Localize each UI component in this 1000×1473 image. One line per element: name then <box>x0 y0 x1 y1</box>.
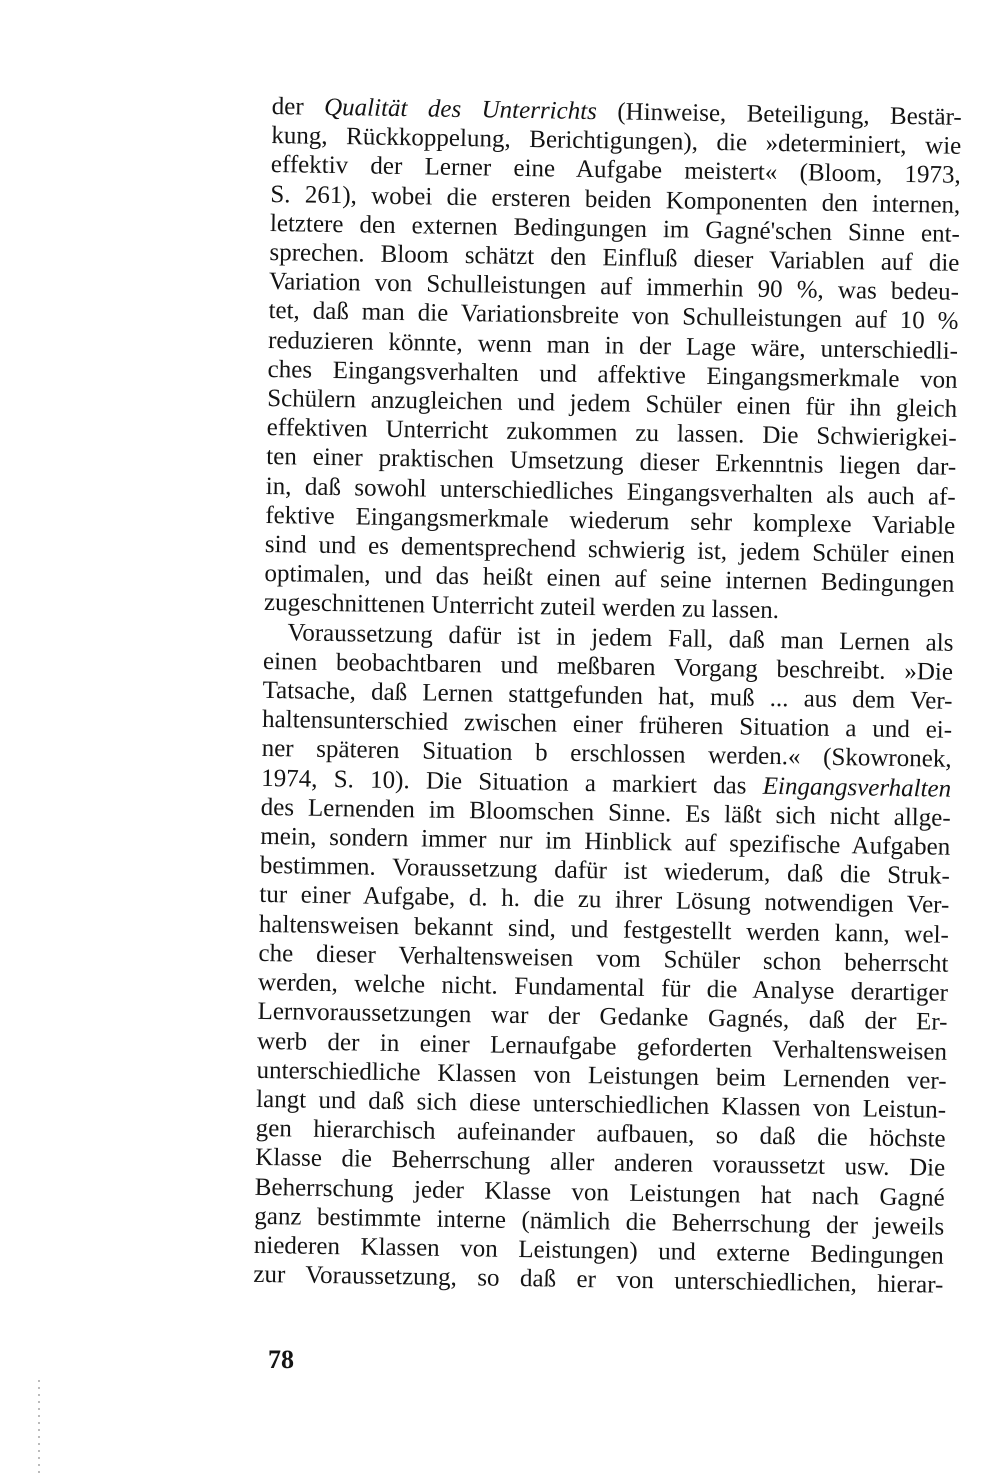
text-line: in, daß sowohl unterschiedliches Eingangsverhalten als auch af- <box>265 472 956 511</box>
text-line: fektive Eingangsmerkmale wiederum sehr komplexe Variable <box>265 501 956 540</box>
text-line: tur einer Aufgabe, d. h. die zu ihrer Lösung notwendigen Ver- <box>259 881 950 920</box>
text-line: zugeschnittenen Unterricht zuteil werden zu lassen. <box>263 589 780 625</box>
text-line: gen hierarchisch aufeinander aufbauen, so daß die höchste <box>255 1114 946 1153</box>
emphasis-text: Qualität des Unterrichts <box>323 93 598 126</box>
text-line: Beherrschung jeder Klasse von Leistungen hat nach Gagné <box>254 1173 945 1212</box>
text-line: 1974, S. 10). Die Situation a markiert das Eingangsverhalten <box>261 764 952 803</box>
emphasis-text: Eingangsverhalten <box>762 772 952 803</box>
text-line: Voraussetzung dafür ist in jedem Fall, daß man Lernen als <box>287 618 954 657</box>
text-line: tet, daß man die Variationsbreite von Schulleistungen auf 10 % <box>268 297 959 336</box>
body-text <box>253 92 962 1300</box>
text-line: einen beobachtbaren und meßbaren Vorgang beschreibt. »Die <box>262 647 954 686</box>
text-line: ner späteren Situation b erschlossen werden.« (Skowronek, <box>261 735 952 774</box>
scan-edge-mark <box>38 1380 40 1473</box>
page-number: 78 <box>268 1345 294 1374</box>
text-line: haltensunterschied zwischen einer früheren Situation a und ei- <box>261 706 953 745</box>
text-line: Klasse die Beherrschung aller anderen voraussetzt usw. Die <box>255 1144 946 1183</box>
text-line: Tatsache, daß Lernen stattgefunden hat, muß ... aus dem Ver- <box>262 676 953 715</box>
text-line: unterschiedliche Klassen von Leistungen beim Lernenden ver- <box>256 1056 947 1095</box>
text-line: ten einer praktischen Umsetzung dieser Erkenntnis liegen dar- <box>266 443 957 482</box>
text-line: der Qualität des Unterrichts (Hinweise, Beteiligung, Bestär- <box>271 92 962 131</box>
text-line: bestimmen. Voraussetzung dafür ist wiederum, daß die Struk- <box>259 852 950 891</box>
text-line: reduzieren könnte, wenn man in der Lage wäre, unterschiedli- <box>267 326 959 365</box>
text-line: niederen Klassen von Leistungen) und externe Bedingungen <box>253 1231 945 1270</box>
text-line: Lernvoraussetzungen war der Gedanke Gagnés, daß der Er- <box>257 998 948 1037</box>
text-line: werb der in einer Lernaufgabe geforderten Verhaltensweisen <box>256 1027 948 1066</box>
text-line: mein, sondern immer nur im Hinblick auf spezifische Aufgaben <box>260 822 951 861</box>
text-line: letztere den externen Bedingungen im Gagné'schen Sinne ent- <box>269 209 961 248</box>
text-line: langt und daß sich diese unterschiedlichen Klassen von Leistun- <box>255 1085 947 1124</box>
text-line: Variation von Schulleistungen auf immerhin 90 %, was bedeu- <box>268 268 960 307</box>
text-line: optimalen, und das heißt einen auf seine internen Bedingungen <box>264 560 955 599</box>
text-line: S. 261), wobei die ersteren beiden Komponenten den internen, <box>270 180 961 219</box>
text-line: werden, welche nicht. Fundamental für die Analyse derartiger <box>257 968 949 1007</box>
text-line: effektiv der Lerner eine Aufgabe meistert« (Bloom, 1973, <box>270 151 961 190</box>
text-line: ches Eingangsverhalten und affektive Eingangsmerkmale von <box>267 355 958 394</box>
text-line: Schülern anzugleichen und jedem Schüler einen für ihn gleich <box>266 384 958 423</box>
text-line: che dieser Verhaltensweisen vom Schüler schon beherrscht <box>258 939 949 978</box>
text-line: zur Voraussetzung, so daß er von unterschiedlichen, hierar- <box>253 1260 944 1299</box>
text-line: haltensweisen bekannt sind, und festgestellt werden kann, wel- <box>258 910 950 949</box>
text-line: ganz bestimmte interne (nämlich die Beherrschung der jeweils <box>254 1202 945 1241</box>
text-line: des Lernenden im Bloomschen Sinne. Es läßt sich nicht allge- <box>260 793 951 832</box>
text-line: kung, Rückkoppelung, Berichtigungen), die »determiniert, wie <box>271 122 962 161</box>
text-line: effektiven Unterricht zukommen zu lassen. Die Schwierigkei- <box>266 414 957 453</box>
text-line: sprechen. Bloom schätzt den Einfluß dieser Variablen auf die <box>269 238 960 277</box>
text-line: sind und es dementsprechend schwierig ist, jedem Schüler einen <box>264 530 956 569</box>
